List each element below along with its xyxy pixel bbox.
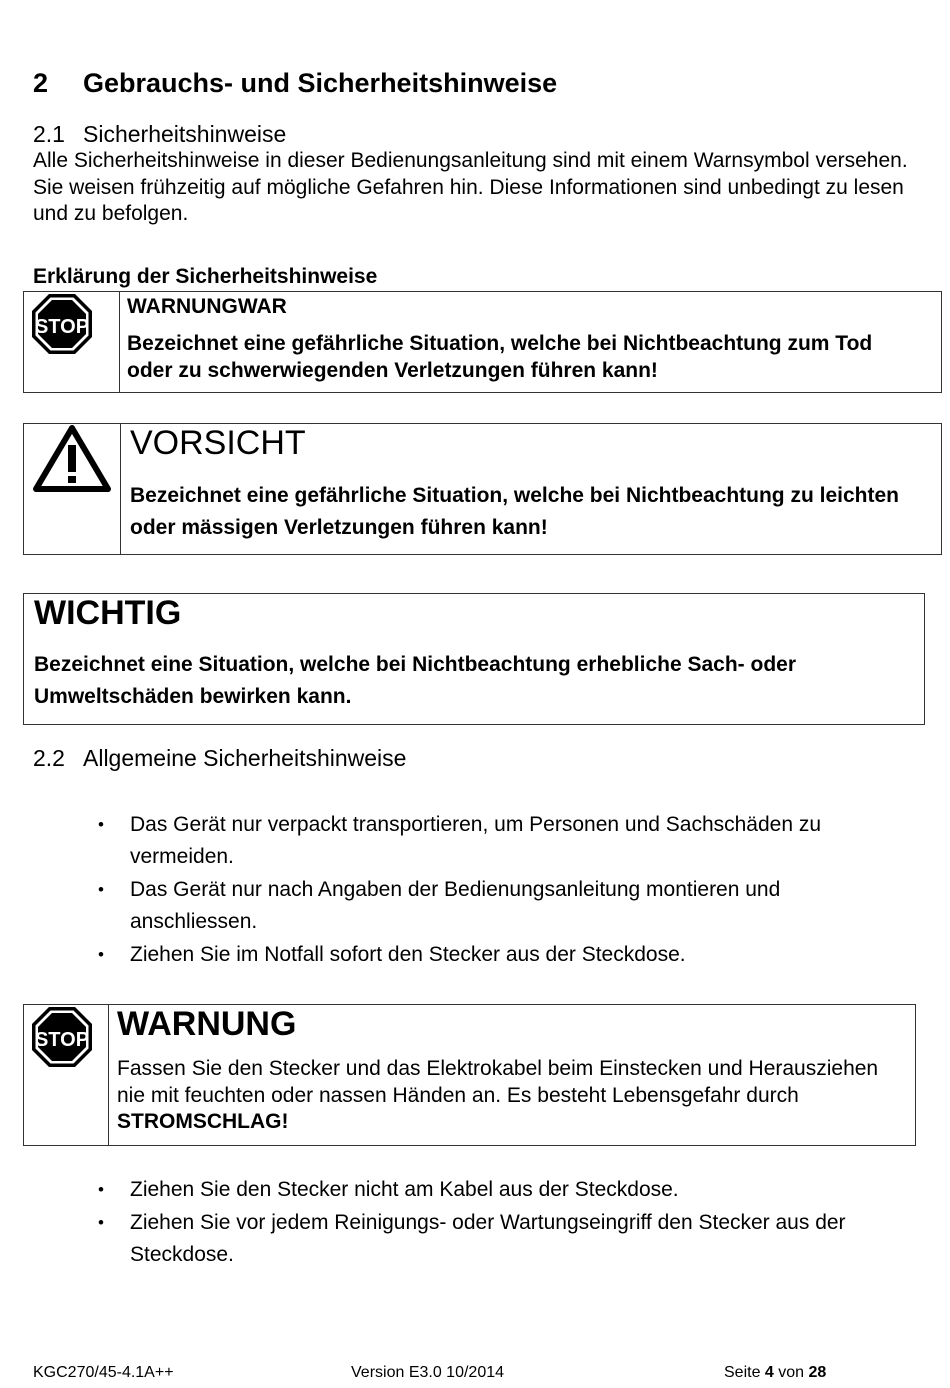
caution-title: VORSICHT [130,424,306,462]
bullet-icon: • [98,945,104,964]
bullet-icon: • [98,1213,104,1232]
electrical-warning-text: Fassen Sie den Stecker und das Elektrokabel beim Einstecken und Herausziehen nie mit feuchten oder nassen Händen an. Es besteht Lebensgefahr durch STROMSCHLAG! [117,1057,879,1133]
caution-box [23,423,942,555]
list-item: • Das Gerät nur nach Angaben der Bedienungsanleitung montieren und anschliessen. [0,874,900,938]
important-text: Bezeichnet eine Situation, welche bei Nichtbeachtung erhebliche Sach- oder Umweltschäden bewirken kann. [34,653,796,708]
electrical-warning-box [23,1004,916,1146]
subsection-heading-2-1 [33,121,286,148]
intro-paragraph: Alle Sicherheitshinweise in dieser Bedienungsanleitung sind mit einem Warnsymbol versehen. Sie weisen frühzeitig auf mögliche Gefahren hin. Diese Informationen sind unbedingt zu lesen und zu befolgen. [33,149,908,225]
subsection-heading-2-2 [33,745,406,772]
warning-triangle-icon [33,425,111,493]
warning-icon-cell [24,292,120,392]
important-box [23,593,925,725]
warning-explanation-box [23,291,942,393]
list-item: • Ziehen Sie den Stecker nicht am Kabel aus der Steckdose. [0,1174,900,1206]
footer-version: Version E3.0 10/2014 [351,1364,505,1381]
electrical-warning-icon-cell [24,1005,109,1145]
subsection-number: 2.1 [33,121,65,147]
stop-sign-icon [31,1006,93,1068]
section-title: Gebrauchs- und Sicherheitshinweise [83,68,558,98]
stop-sign-icon [31,293,93,355]
subsection-title: Allgemeine Sicherheitshinweise [83,745,407,771]
bullet-icon: • [98,880,104,899]
list-item: • Ziehen Sie vor jedem Reinigungs- oder Wartungseingriff den Stecker aus der Steckdose. [0,1207,900,1271]
warning-title: WARNUNGWAR [127,295,287,318]
section-heading [33,68,557,99]
list-item: • Ziehen Sie im Notfall sofort den Stecker aus der Steckdose. [0,939,900,971]
electrical-warning-title: WARNUNG [117,1005,297,1043]
general-safety-list-2 [0,1174,900,1272]
section-number: 2 [33,68,49,98]
list-item: • Das Gerät nur verpackt transportieren, um Personen und Sachschäden zu vermeiden. [0,809,900,873]
footer-page-number: Seite 4 von 28 [724,1364,827,1381]
general-safety-list-1 [0,809,900,972]
important-title: WICHTIG [34,594,182,632]
caution-text: Bezeichnet eine gefährliche Situation, welche bei Nichtbeachtung zu leichten oder mässigen Verletzungen führen kann! [130,484,899,539]
caution-icon-cell [24,424,121,554]
bullet-icon: • [98,815,104,834]
warning-text: Bezeichnet eine gefährliche Situation, welche bei Nichtbeachtung zum Tod oder zu schwerwiegenden Verletzungen führen kann! [127,332,873,382]
subsection-title: Sicherheitshinweise [83,121,287,147]
footer-model: KGC270/45-4.1A++ [33,1364,174,1381]
subsection-number: 2.2 [33,745,65,771]
electric-shock-emphasis: STROMSCHLAG! [117,1110,289,1133]
svg-text:STOP: STOP [34,316,90,338]
explanation-heading: Erklärung der Sicherheitshinweise [33,265,378,288]
bullet-icon: • [98,1180,104,1199]
svg-text:STOP: STOP [34,1029,90,1051]
